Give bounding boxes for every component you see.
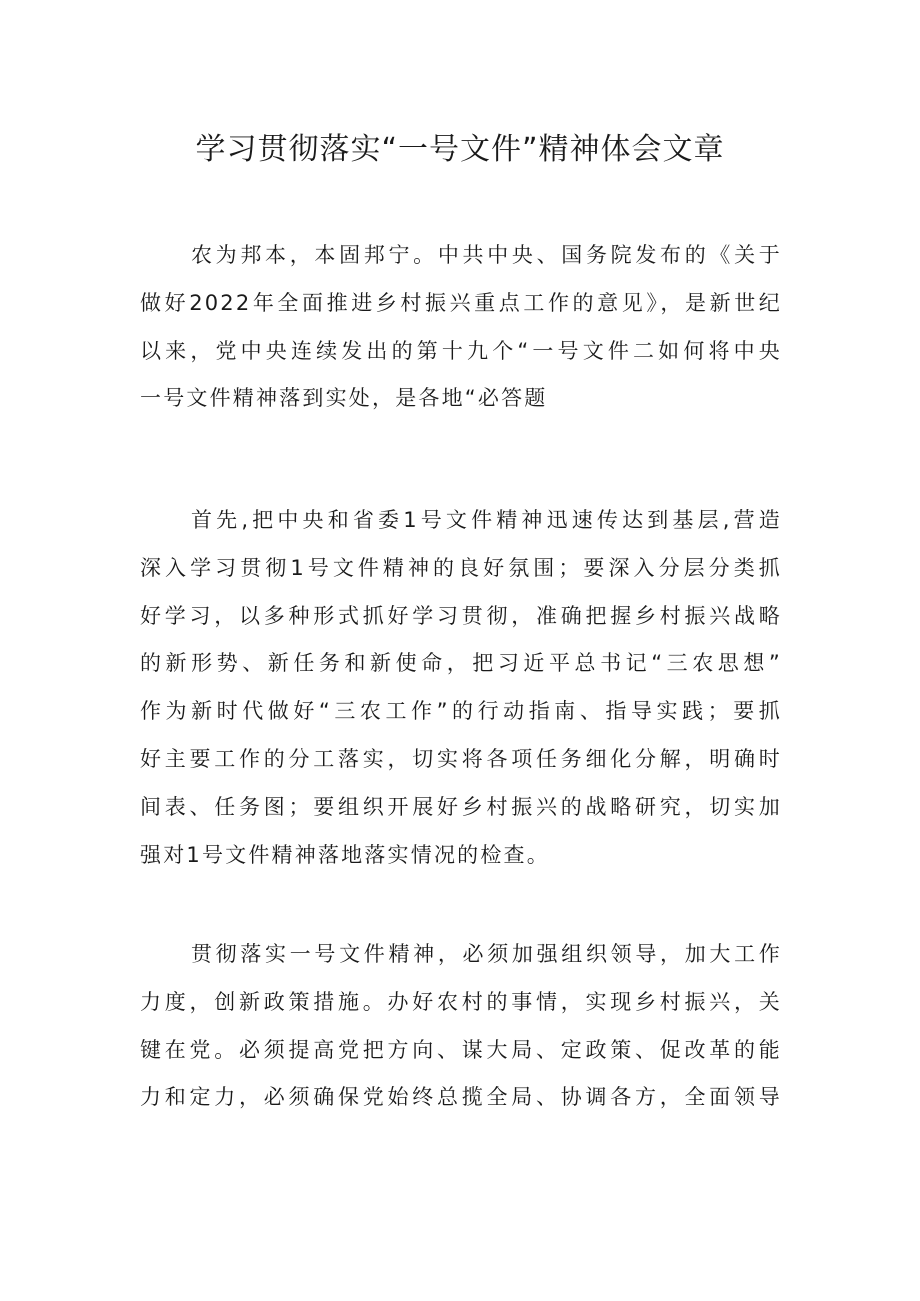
document-title: 学习贯彻落实“一号文件”精神体会文章 [195,132,725,167]
paragraph-2 [140,497,782,879]
paragraph-3 [140,931,782,1122]
paragraph-line: 力度，创新政策措施。办好农村的事情，实现乡村振兴，关 [140,989,782,1014]
paragraph-line: 做好2022年全面推进乡村振兴重点工作的意见》，是新世纪 [140,290,782,315]
paragraph-line: 作为新时代做好“三农工作”的行动指南、指导实践；要抓 [140,699,782,724]
paragraph-line: 农为邦本，本固邦宁。中共中央、国务院发布的《关于 [191,243,782,267]
paragraph-line: 贯彻落实一号文件精神，必须加强组织领导，加大工作 [191,942,782,966]
paragraph-line: 深入学习贯彻1号文件精神的良好氛围；要深入分层分类抓 [140,555,782,580]
paragraph-line: 键在党。必须提高党把方向、谋大局、定政策、促改革的能 [140,1037,782,1062]
paragraph-line: 间表、任务图；要组织开展好乡村振兴的战略研究，切实加 [140,794,782,819]
paragraph-1 [140,232,782,423]
paragraph-line: 首先,把中央和省委1号文件精神迅速传达到基层,营造 [191,508,782,532]
paragraph-line: 以来，党中央连续发出的第十九个“一号文件二如何将中央 [140,338,782,363]
paragraph-line: 力和定力，必须确保党始终总揽全局、协调各方，全面领导 [140,1085,782,1110]
paragraph-line: 一号文件精神落到实处，是各地“必答题 [140,386,548,411]
paragraph-line: 强对1号文件精神落地落实情况的检查。 [140,842,550,867]
paragraph-line: 好主要工作的分工落实，切实将各项任务细化分解，明确时 [140,746,782,771]
paragraph-line: 好学习，以多种形式抓好学习贯彻，准确把握乡村振兴战略 [140,603,782,628]
paragraph-line: 的新形势、新任务和新使命，把习近平总书记“三农思想” [140,651,782,676]
